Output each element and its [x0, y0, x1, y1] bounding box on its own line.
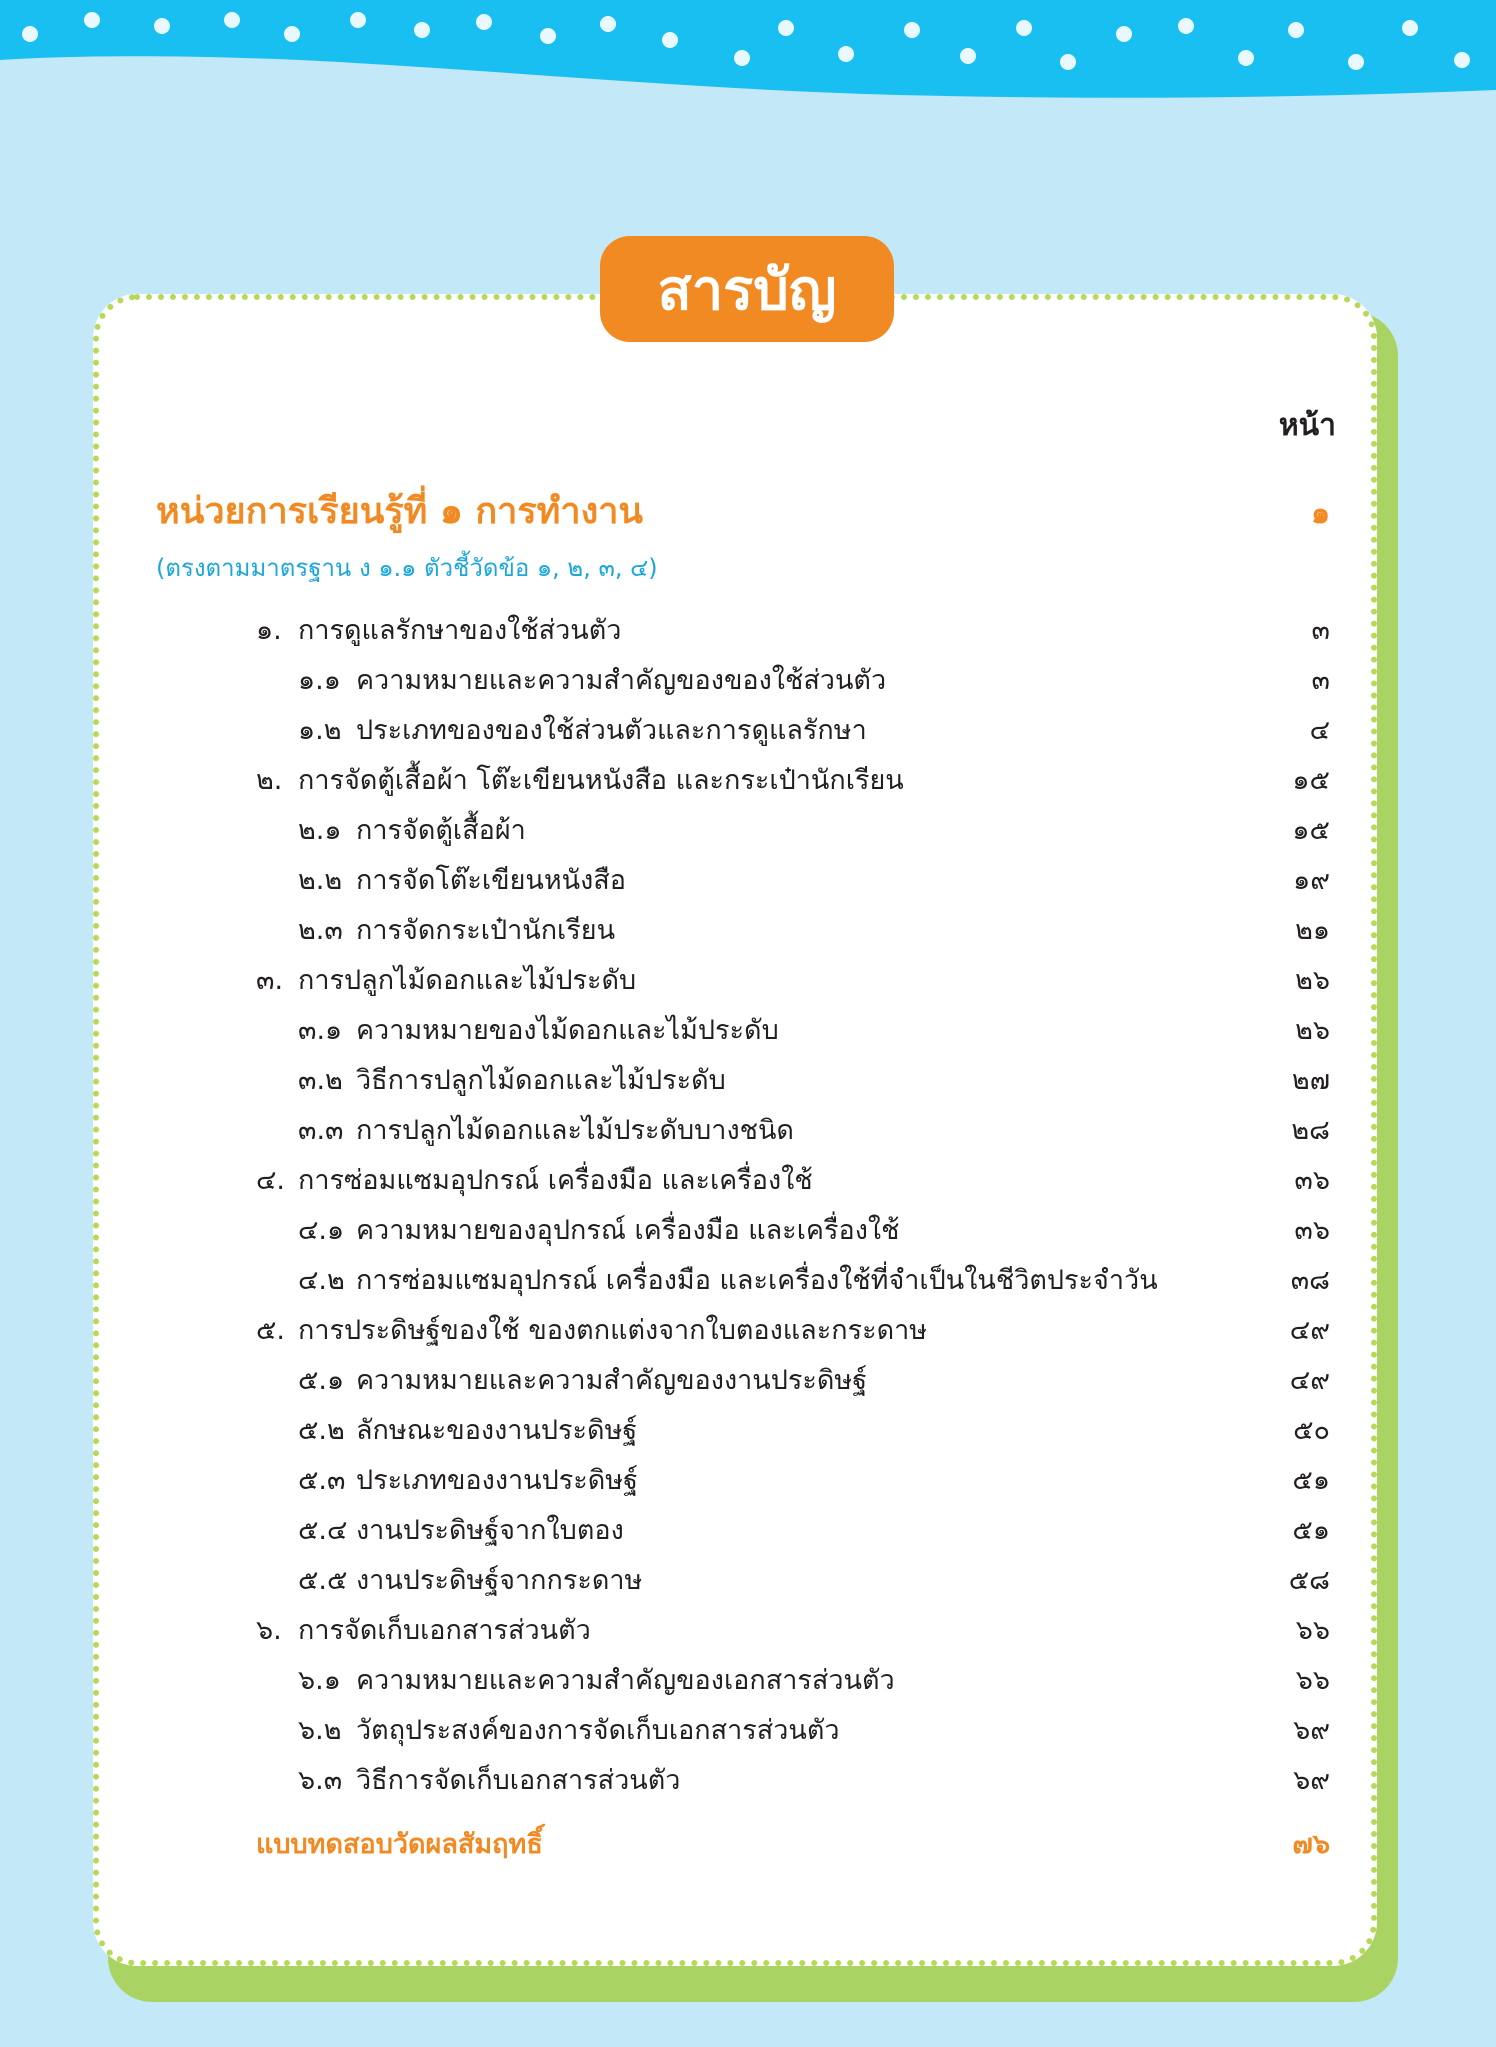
toc-entry-number: ๑.๒ — [298, 714, 342, 746]
toc-entry-number: ๔.๑ — [298, 1214, 345, 1246]
toc-entry — [0, 1204, 1496, 1254]
toc-entry-label: การจัดตู้เสื้อผ้า โต๊ะเขียนหนังสือ และกระเป๋านักเรียน — [298, 764, 904, 796]
toc-entry-label: การจัดตู้เสื้อผ้า — [356, 814, 526, 846]
toc-entry — [0, 1454, 1496, 1504]
toc-entry-number: ๖.๒ — [298, 1714, 342, 1746]
toc-entry-number: ๑.๑ — [298, 664, 341, 696]
toc-entry-page: ๔๙ — [1289, 1314, 1330, 1346]
toc-entry-label: ความหมายและความสำคัญของงานประดิษฐ์ — [356, 1364, 868, 1396]
toc-entry — [0, 1104, 1496, 1154]
toc-entry-page: ๓๖ — [1294, 1164, 1330, 1196]
toc-entry — [0, 1754, 1496, 1804]
unit-standard: (ตรงตามมาตรฐาน ง ๑.๑ ตัวชี้วัดข้อ ๑, ๒, ๓, ๔) — [156, 554, 658, 582]
toc-entry-number: ๓.๑ — [298, 1014, 343, 1046]
toc-entry — [0, 1554, 1496, 1604]
toc-entry-number: ๕.๒ — [298, 1414, 345, 1446]
toc-list — [0, 604, 1496, 1804]
toc-entry-label: การจัดเก็บเอกสารส่วนตัว — [298, 1614, 591, 1646]
toc-entry-label: ประเภทของของใช้ส่วนตัวและการดูแลรักษา — [356, 714, 867, 746]
toc-entry-number: ๓. — [256, 964, 284, 996]
toc-entry — [0, 804, 1496, 854]
toc-entry-page: ๑๙ — [1293, 864, 1330, 896]
unit-page-number: ๑ — [1310, 496, 1330, 531]
toc-entry-number: ๕.๔ — [298, 1514, 348, 1546]
toc-entry-page: ๔ — [1309, 714, 1330, 746]
toc-entry — [0, 1704, 1496, 1754]
toc-entry-page: ๑๕ — [1292, 814, 1330, 846]
toc-entry-label: ความหมายของอุปกรณ์ เครื่องมือ และเครื่องใช้ — [356, 1214, 900, 1246]
toc-entry-page: ๒๑ — [1295, 914, 1330, 946]
toc-entry-number: ๕.๑ — [298, 1364, 345, 1396]
achievement-test-entry — [256, 1822, 1330, 1865]
toc-entry-page: ๕๑ — [1292, 1514, 1330, 1546]
toc-entry-page: ๖๙ — [1293, 1764, 1330, 1796]
toc-entry-page: ๓๘ — [1290, 1264, 1330, 1296]
toc-entry-label: การประดิษฐ์ของใช้ ของตกแต่งจากใบตองและกระดาษ — [298, 1314, 928, 1346]
toc-entry-label: การซ่อมแซมอุปกรณ์ เครื่องมือ และเครื่องใช้ — [298, 1164, 813, 1196]
toc-entry — [0, 1254, 1496, 1304]
toc-entry-number: ๒.๒ — [298, 864, 343, 896]
toc-entry-label: การจัดโต๊ะเขียนหนังสือ — [356, 864, 626, 896]
toc-entry-label: วิธีการจัดเก็บเอกสารส่วนตัว — [356, 1764, 681, 1796]
toc-entry-page: ๒๗ — [1291, 1064, 1330, 1096]
toc-entry — [0, 854, 1496, 904]
toc-entry-number: ๖. — [256, 1614, 282, 1646]
toc-entry-label: งานประดิษฐ์จากกระดาษ — [356, 1564, 643, 1596]
decorative-wave-banner — [0, 0, 1496, 110]
toc-entry-label: ประเภทของงานประดิษฐ์ — [356, 1464, 638, 1496]
toc-entry — [0, 604, 1496, 654]
toc-entry-number: ๒. — [256, 764, 283, 796]
toc-entry — [0, 1054, 1496, 1104]
toc-entry-number: ๖.๓ — [298, 1764, 343, 1796]
test-label: แบบทดสอบวัดผลสัมฤทธิ์ — [256, 1829, 543, 1860]
toc-entry-page: ๑๕ — [1292, 764, 1330, 796]
toc-entry — [0, 654, 1496, 704]
toc-entry-page: ๒๖ — [1295, 964, 1330, 996]
toc-entry-number: ๑. — [256, 614, 282, 646]
test-page-number: ๗๖ — [1292, 1829, 1330, 1860]
toc-entry-label: วัตถุประสงค์ของการจัดเก็บเอกสารส่วนตัว — [356, 1714, 840, 1746]
toc-entry — [0, 1354, 1496, 1404]
toc-entry-label: งานประดิษฐ์จากใบตอง — [356, 1514, 624, 1546]
toc-entry — [0, 754, 1496, 804]
toc-entry-label: ความหมายและความสำคัญของของใช้ส่วนตัว — [356, 664, 887, 696]
toc-entry-number: ๓.๒ — [298, 1064, 343, 1096]
toc-entry-page: ๒๘ — [1291, 1114, 1330, 1146]
toc-entry-page: ๕๐ — [1293, 1414, 1330, 1446]
unit-title: หน่วยการเรียนรู้ที่ ๑ การทำงาน — [156, 491, 644, 532]
toc-entry-page: ๓ — [1311, 614, 1330, 646]
toc-entry — [0, 904, 1496, 954]
toc-entry — [0, 704, 1496, 754]
toc-entry-label: การจัดกระเป๋านักเรียน — [356, 914, 616, 946]
toc-entry-number: ๓.๓ — [298, 1114, 344, 1146]
toc-entry-number: ๕.๓ — [298, 1464, 346, 1496]
page-column-header: หน้า — [1278, 408, 1336, 443]
toc-entry-page: ๕๘ — [1288, 1564, 1330, 1596]
toc-entry-label: ความหมายและความสำคัญของเอกสารส่วนตัว — [356, 1664, 895, 1696]
toc-entry-label: การซ่อมแซมอุปกรณ์ เครื่องมือ และเครื่องใช้ที่จำเป็นในชีวิตประจำวัน — [356, 1264, 1158, 1296]
toc-entry-number: ๕. — [256, 1314, 286, 1346]
toc-entry-number: ๒.๑ — [298, 814, 342, 846]
toc-entry-page: ๕๑ — [1292, 1464, 1330, 1496]
toc-entry-page: ๓ — [1311, 664, 1330, 696]
toc-entry-number: ๔. — [256, 1164, 286, 1196]
toc-entry-page: ๖๙ — [1293, 1714, 1330, 1746]
toc-entry-label: การปลูกไม้ดอกและไม้ประดับ — [298, 964, 637, 996]
toc-entry-page: ๒๖ — [1295, 1014, 1330, 1046]
toc-entry-label: ลักษณะของงานประดิษฐ์ — [356, 1414, 638, 1446]
toc-entry — [0, 1654, 1496, 1704]
toc-entry-label: วิธีการปลูกไม้ดอกและไม้ประดับ — [356, 1064, 726, 1096]
toc-entry — [0, 954, 1496, 1004]
toc-entry-page: ๖๖ — [1295, 1614, 1330, 1646]
toc-entry-number: ๕.๕ — [298, 1564, 348, 1596]
toc-entry-page: ๖๖ — [1295, 1664, 1330, 1696]
page-title: สารบัญ — [600, 236, 894, 342]
toc-entry-page: ๓๖ — [1294, 1214, 1330, 1246]
toc-entry-page: ๔๙ — [1289, 1364, 1330, 1396]
toc-entry-number: ๖.๑ — [298, 1664, 341, 1696]
toc-entry-number: ๔.๒ — [298, 1264, 345, 1296]
toc-entry — [0, 1604, 1496, 1654]
toc-entry — [0, 1154, 1496, 1204]
toc-entry — [0, 1304, 1496, 1354]
toc-entry — [0, 1504, 1496, 1554]
toc-entry-number: ๒.๓ — [298, 914, 343, 946]
toc-entry — [0, 1004, 1496, 1054]
toc-entry — [0, 1404, 1496, 1454]
toc-entry-label: การดูแลรักษาของใช้ส่วนตัว — [298, 614, 622, 646]
toc-entry-label: การปลูกไม้ดอกและไม้ประดับบางชนิด — [356, 1114, 794, 1146]
toc-entry-label: ความหมายของไม้ดอกและไม้ประดับ — [356, 1014, 779, 1046]
